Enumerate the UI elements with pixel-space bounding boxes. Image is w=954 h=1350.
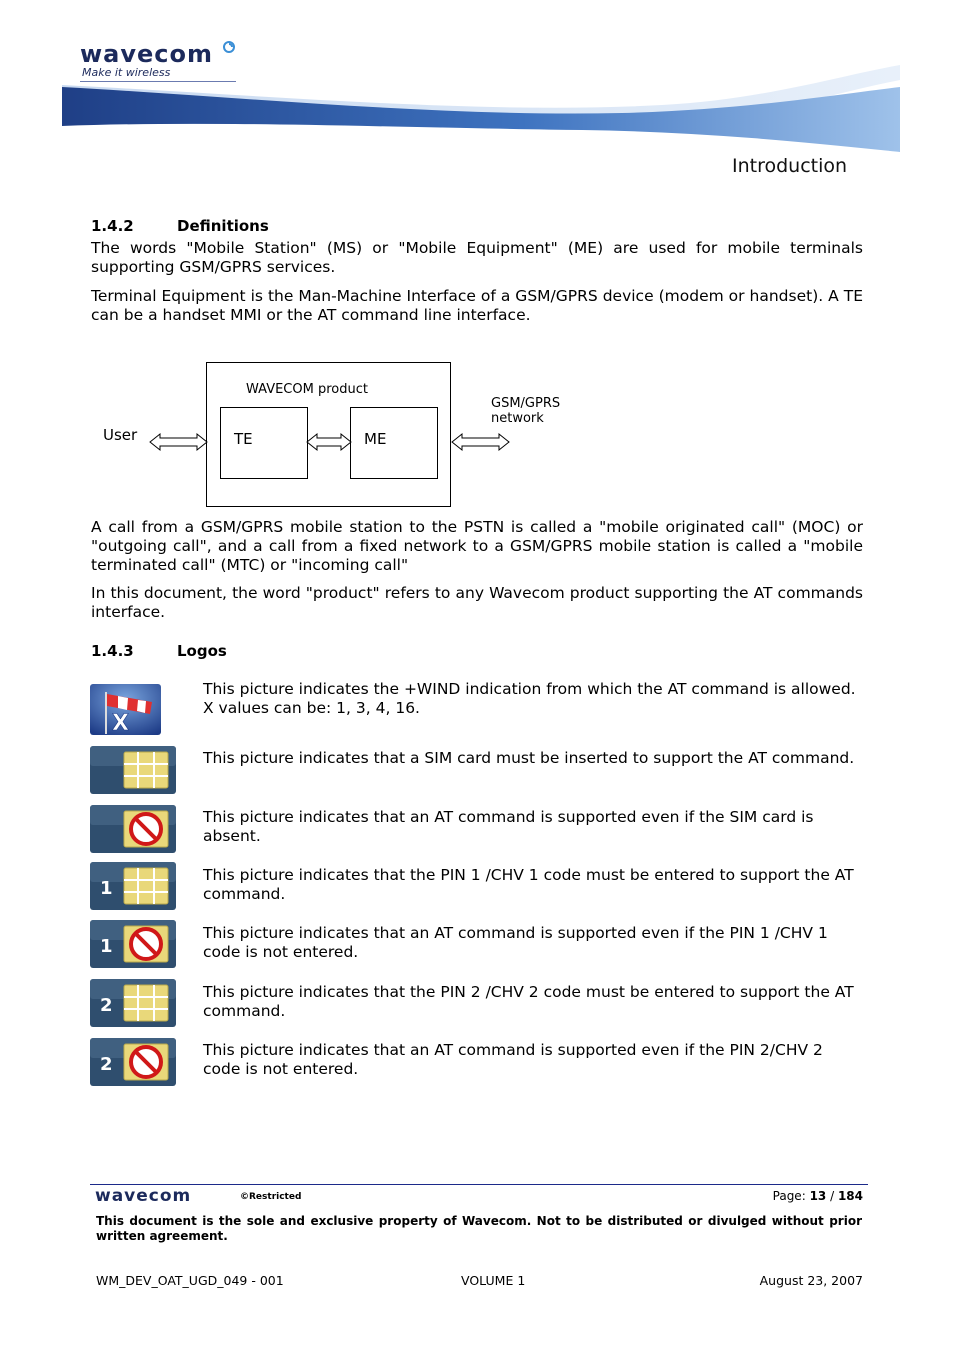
diagram-arrows	[0, 0, 954, 600]
section-title: Introduction	[732, 155, 848, 177]
logo-description-5: This picture indicates that an AT command is supported even if the PIN 1 /CHV 1 code is not entered.	[203, 924, 828, 961]
pin1-required-icon	[90, 862, 176, 910]
product-label: WAVECOM product	[246, 382, 368, 397]
footer-volume: VOLUME 1	[461, 1273, 526, 1288]
te-label: TE	[234, 430, 253, 448]
pin1-badge: 1	[100, 936, 113, 957]
definitions-para-3: A call from a GSM/GPRS mobile station to the PSTN is called a "mobile originated call" (MOC) or "outgoing call", and a call from a fixed network to a GSM/GPRS mobile station is called a "mobile terminated call" (MTC) or "incoming call"	[91, 518, 863, 574]
pin2-badge: 2	[100, 1054, 113, 1075]
logos-heading	[91, 642, 227, 660]
me-label: ME	[364, 430, 387, 448]
footer-wavecom-logo: wavecom	[95, 1186, 192, 1206]
network-label-line-1: GSM/GPRS	[491, 396, 561, 411]
heading-number: 1.4.3	[91, 642, 134, 660]
footer-date: August 23, 2007	[759, 1273, 863, 1288]
te-me-arrow	[307, 434, 351, 450]
pin1-not-entered-icon	[90, 920, 176, 968]
wavecom-logo: wavecom	[80, 40, 214, 68]
network-label-line-2: network	[491, 411, 544, 426]
heading-number: 1.4.2	[91, 217, 134, 235]
footer-notice: This document is the sole and exclusive property of Wavecom. Not to be distributed or divulged without prior written agreement.	[96, 1214, 862, 1243]
user-label: User	[103, 426, 138, 444]
user-te-arrow	[150, 434, 207, 450]
footer-rule	[90, 1184, 868, 1185]
heading-title: Definitions	[177, 217, 269, 235]
sim-absent-icon	[90, 805, 176, 853]
logo-description-7: This picture indicates that an AT command is supported even if the PIN 2/CHV 2 code is not entered.	[203, 1041, 823, 1078]
wind-x-label: X	[112, 711, 129, 735]
tagline: Make it wireless	[82, 66, 171, 79]
pin2-not-entered-icon	[90, 1038, 176, 1086]
page-current: 13	[809, 1189, 827, 1203]
logo-description-2: This picture indicates that a SIM card must be inserted to support the AT command.	[203, 749, 855, 767]
definitions-para-1: The words "Mobile Station" (MS) or "Mobile Equipment" (ME) are used for mobile terminals supporting GSM/GPRS services.	[91, 239, 863, 276]
pin1-badge: 1	[100, 878, 113, 899]
definitions-para-2: Terminal Equipment is the Man-Machine Interface of a GSM/GPRS device (modem or handset). A TE can be a handset MMI or the AT command line interface.	[91, 287, 863, 324]
page-sep: /	[826, 1189, 838, 1203]
footer-restricted: ©Restricted	[240, 1192, 302, 1202]
definitions-para-4: In this document, the word "product" refers to any Wavecom product supporting the AT commands interface.	[91, 584, 863, 621]
page-number	[773, 1189, 863, 1203]
page-total: 184	[837, 1189, 863, 1203]
pin2-badge: 2	[100, 995, 113, 1016]
logo-description-4: This picture indicates that the PIN 1 /CHV 1 code must be entered to support the AT command.	[203, 866, 854, 903]
me-network-arrow	[452, 434, 509, 450]
logo-description-1: This picture indicates the +WIND indication from which the AT command is allowed. X values can be: 1, 3, 4, 16.	[203, 680, 856, 717]
wind-sock-icon	[90, 684, 161, 735]
sim-card-icon	[90, 746, 176, 794]
page-label: Page:	[772, 1189, 810, 1203]
logo-description-3: This picture indicates that an AT command is supported even if the SIM card is absent.	[203, 808, 814, 845]
footer-doc-ref: WM_DEV_OAT_UGD_049 - 001	[96, 1273, 284, 1288]
pin2-required-icon	[90, 979, 176, 1027]
logo-description-6: This picture indicates that the PIN 2 /CHV 2 code must be entered to support the AT command.	[203, 983, 854, 1020]
heading-title: Logos	[177, 642, 227, 660]
